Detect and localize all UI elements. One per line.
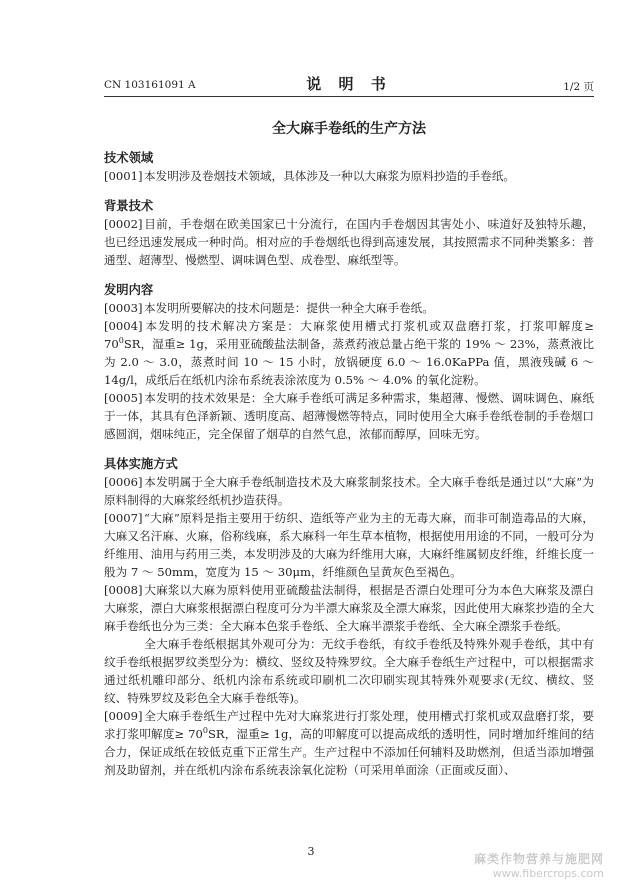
superscript: 0 [202, 726, 208, 736]
paragraph-0002 [104, 215, 594, 269]
section-heading-technical-field: 技术领域 [104, 151, 154, 165]
page-number: 3 [307, 845, 315, 858]
paragraph-text: 本发明的技术效果是：全大麻手卷纸可满足多种需求，集超薄、慢燃、调味调色、麻纸于一体，其具有色泽新颖、透明度高、超薄慢燃等特点，同时使用全大麻手卷纸卷制的手卷烟口感圆润，烟味纯正，完全保留了烟草的自然气息，浓郁而醇厚，回味无穷。 [104, 391, 594, 441]
section-heading-background: 背景技术 [104, 199, 154, 213]
watermark [474, 850, 604, 880]
paragraph-text: 大麻浆以大麻为原料使用亚硫酸盐法制得，根据是否漂白处理可分为本色大麻浆及漂白大麻浆，漂白大麻浆根据漂白程度可分为半漂大麻浆及全漂大麻浆，因此使用大麻浆抄造的全大麻手卷纸也分为三类：全大麻本色浆手卷纸、全大麻半漂浆手卷纸、全大麻全漂浆手卷纸。 [104, 583, 594, 633]
document-body [104, 145, 594, 779]
paragraph-0008 [104, 581, 594, 635]
paragraph-number: [0009] [104, 709, 143, 723]
paragraph-text: 目前，手卷烟在欧美国家已十分流行，在国内手卷烟因其害处小、味道好及独特乐趣，也已经迅速发展成一种时尚。相对应的手卷烟纸也得到高速发展，其按照需求不同种类繁多：普通型、超薄型、慢燃型、调味调色型、成卷型、麻纸型等。 [104, 217, 594, 267]
paragraph-text: 全大麻手卷纸生产过程中先对大麻浆进行打浆处理，使用槽式打浆机或双盘磨打浆，要求打浆叩解度≥ 70 [104, 709, 594, 741]
paragraph-number: [0004] [104, 319, 143, 333]
patent-number: CN 103161091 A [104, 79, 196, 91]
paragraph-0008-continued [104, 635, 594, 707]
document-type: 说 明 书 [306, 75, 392, 93]
section-heading-embodiments: 具体实施方式 [104, 457, 178, 471]
paragraph-text: 本发明涉及卷烟技术领域，具体涉及一种以大麻浆为原料抄造的手卷纸。 [144, 169, 516, 183]
section-heading-summary: 发明内容 [104, 283, 154, 297]
paragraph-text: 本发明所要解决的技术问题是：提供一种全大麻手卷纸。 [144, 301, 434, 315]
paragraph-0005 [104, 389, 594, 443]
paragraph-number: [0006] [104, 475, 143, 489]
superscript: 0 [118, 336, 124, 346]
paragraph-text: SR，湿重≥ 1g，采用亚硫酸盐法制备，蒸煮药液总量占绝干浆的 19% ～ 23%，蒸煮液比为 2.0 ～ 3.0，蒸煮时间 10 ～ 15 小时，放锅硬度 6.0 ～ 16.0KaPPa 值，黑液残碱 6 ～ 14g/l，成纸后在纸机内涂布系统表涂浓度为 0.5% ～ 4.0% 的氧化淀粉。 [104, 337, 594, 387]
document-title: 全大麻手卷纸的生产方法 [272, 121, 426, 137]
paragraph-text: 本发明的技术解决方案是：大麻浆使用槽式打浆机或双盘磨打浆，打浆叩解度≥ 70 [104, 319, 594, 351]
paragraph-0007 [104, 509, 594, 581]
paragraph-0001 [104, 167, 594, 185]
paragraph-0004 [104, 317, 594, 389]
watermark-line-1: 麻类作物营养与施肥网 [473, 852, 604, 866]
paragraph-number: [0001] [104, 169, 143, 183]
paragraph-number: [0002] [104, 217, 143, 231]
page-header [104, 71, 594, 95]
paragraph-number: [0007] [104, 511, 143, 525]
paragraph-text: 全大麻手卷纸根据其外观可分为：无纹手卷纸，有纹手卷纸及特殊外观手卷纸，其中有纹手卷纸根据罗纹类型分为：横纹、竖纹及特殊罗纹。全大麻手卷纸生产过程中，可以根据需求通过纸机雕印部分、纸机内涂布系统或印刷机二次印刷实现其特殊外观要求(无纹、横纹、竖纹、特殊罗纹及彩色全大麻手卷纸等)。 [104, 637, 594, 705]
paragraph-0009 [104, 707, 594, 779]
paragraph-0003 [104, 299, 594, 317]
page-info: 1/2 页 [563, 81, 594, 93]
paragraph-0006 [104, 473, 594, 509]
paragraph-number: [0005] [104, 391, 143, 405]
paragraph-text: 本发明属于全大麻手卷纸制造技术及大麻浆制浆技术。全大麻手卷纸是通过以“大麻”为原料制得的大麻浆经纸机抄造获得。 [104, 475, 594, 507]
paragraph-text: “大麻”原料是指主要用于纺织、造纸等产业为主的无毒大麻，而非可制造毒品的大麻，大麻又名汗麻、火麻，俗称线麻，系大麻科一年生草本植物，根据使用用途的不同，一般可分为纤维用、油用与药用三类，本发明涉及的大麻为纤维用大麻，大麻纤维属韧皮纤维，纤维长度一般为 7 ～ 50mm，宽度为 15 ～ 30μm，纤维颜色呈黄灰色至褐色。 [104, 511, 594, 579]
paragraph-text: SR，湿重≥ 1g，高的叩解度可以提高成纸的透明性，同时增加纤维间的结合力，保证成纸在较低克重下正常生产。生产过程中不添加任何辅料及助燃剂，但适当添加增强剂及助留剂，并在纸机内涂布系统表涂氧化淀粉（可采用单面涂（正面或反面）、 [104, 727, 594, 777]
watermark-line-2: www.fibercrops.com [492, 867, 604, 880]
paragraph-number: [0003] [104, 301, 143, 315]
paragraph-number: [0008] [104, 583, 143, 597]
header-rule [104, 96, 594, 97]
